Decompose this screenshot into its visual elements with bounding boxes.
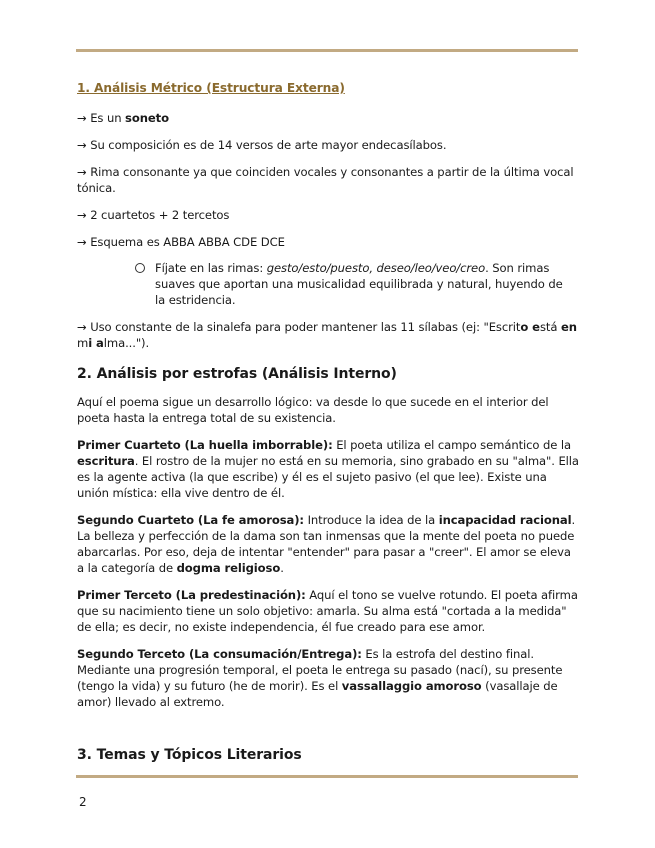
- page-number: 2: [79, 795, 87, 809]
- stanza-paragraph: Primer Cuarteto (La huella imborrable): El poeta utiliza el campo semántico de la escritura. El rostro de la mujer no está en su memoria, sino grabado en su "alma". Ella es la agente activa (la que escribe) y él es el sujeto pasivo (el que lee). Existe una unión mística: ella vive dentro de él.: [77, 438, 579, 500]
- list-item: → Su composición es de 14 versos de arte mayor endecasílabos.: [77, 138, 447, 152]
- section-3-heading: 3. Temas y Tópicos Literarios: [77, 747, 302, 763]
- list-item: → 2 cuartetos + 2 tercetos: [77, 208, 230, 222]
- list-item: → Rima consonante ya que coinciden vocales y consonantes a partir de la última vocal tónica.: [77, 165, 574, 195]
- list-item: → Esquema es ABBA ABBA CDE DCE: [77, 235, 285, 249]
- circle-bullet-icon: [135, 263, 145, 273]
- header-rule: [76, 49, 578, 52]
- section-1-heading: 1. Análisis Métrico (Estructura Externa): [77, 81, 345, 95]
- section-2-heading: 2. Análisis por estrofas (Análisis Interno): [77, 366, 397, 382]
- list-item: → Es un soneto: [77, 111, 169, 125]
- stanza-paragraph: Primer Terceto (La predestinación): Aquí el tono se vuelve rotundo. El poeta afirma que su nacimiento tiene un solo objetivo: amarla. Su alma está "cortada a la medida" de ella; es decir, no existe independencia, él fue creado para ese amor.: [77, 588, 578, 634]
- rhyme-note: Fíjate en las rimas: gesto/esto/puesto, deseo/leo/veo/creo. Son rimas suaves que aportan una musicalidad equilibrada y natural, huyendo de la estridencia.: [135, 260, 575, 308]
- footer-rule: [76, 775, 578, 778]
- stanza-paragraph: Segundo Terceto (La consumación/Entrega): Es la estrofa del destino final. Mediante una progresión temporal, el poeta le entrega su pasado (nací), su presente (tengo la vida) y su futuro (he de morir). Es el vassallaggio amoroso (vasallaje de amor) llevado al extremo.: [77, 647, 563, 709]
- section-2-intro: Aquí el poema sigue un desarrollo lógico: va desde lo que sucede en el interior del poeta hasta la entrega total de su existencia.: [77, 395, 549, 425]
- page-content: [77, 76, 579, 764]
- stanza-paragraph: Segundo Cuarteto (La fe amorosa): Introduce la idea de la incapacidad racional. La belleza y perfección de la dama son tan inmensas que la mente del poeta no puede abarcarlas. Por eso, deja de intentar "entender" para pasar a "creer". El amor se eleva a la categoría de dogma religioso.: [77, 513, 576, 575]
- list-item: → Uso constante de la sinalefa para poder mantener las 11 sílabas (ej: "Escrito está en mi alma...").: [77, 320, 577, 350]
